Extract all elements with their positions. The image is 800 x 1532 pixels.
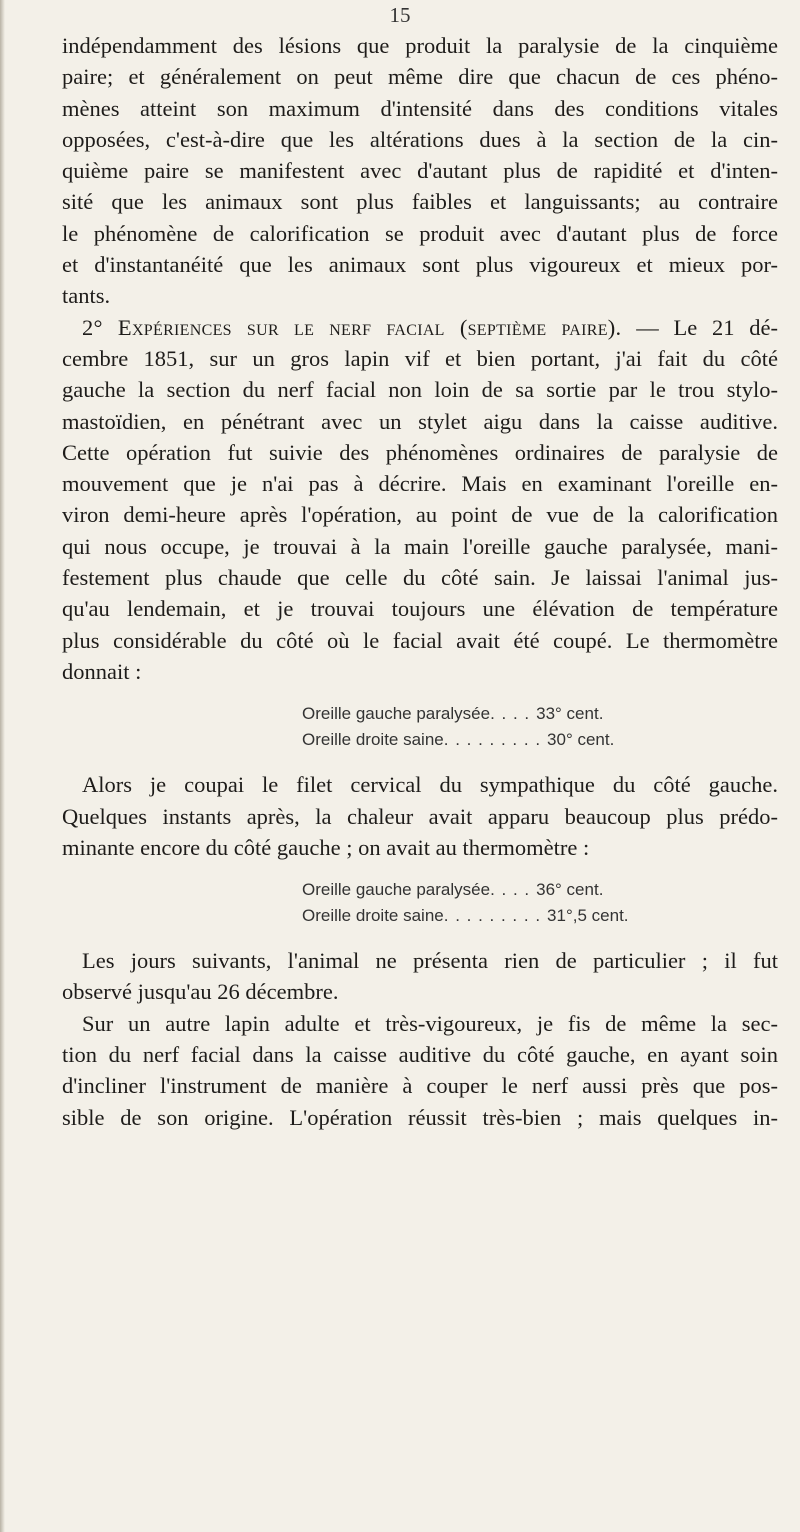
row-value: 30° cent.: [547, 730, 615, 750]
text-line: sité que les animaux sont plus faibles et languissants; au contraire: [62, 189, 778, 215]
text-line: mouvement que je n'ai pas à décrire. Mais en examinant l'oreille en-: [62, 471, 778, 497]
text-line: tion du nerf facial dans la caisse auditive du côté gauche, en ayant soin: [62, 1042, 778, 1068]
leader-dots: . . . . . . . . .: [443, 906, 542, 926]
section-heading: 2° Expériences sur le nerf facial (septième paire).: [82, 314, 622, 340]
leader-dots: . . . . . . . . .: [443, 730, 542, 750]
row-value: 33° cent.: [536, 704, 604, 724]
body-text: [62, 30, 778, 1133]
text-line: paire; et généralement on peut même dire que chacun de ces phéno-: [62, 64, 778, 90]
row-label: Oreille gauche paralysée: [302, 704, 491, 724]
text-line: Les jours suivants, l'animal ne présenta rien de particulier ; il fut: [82, 948, 778, 974]
text-line: Cette opération fut suivie des phénomènes ordinaires de paralysie de: [62, 439, 778, 465]
text-line: Sur un autre lapin adulte et très-vigoureux, je fis de même la sec-: [82, 1010, 778, 1036]
row-value: 31°,5 cent.: [547, 906, 629, 926]
text-line: quième paire se manifestent avec d'autant plus de rapidité et d'inten-: [62, 158, 778, 184]
row-label: Oreille droite saine: [302, 730, 444, 750]
page-binding-shadow: [0, 0, 5, 1532]
text-line: sible de son origine. L'opération réussit très-bien ; mais quelques in-: [62, 1104, 778, 1130]
text-line: plus considérable du côté où le facial avait été coupé. Le thermomètre: [62, 627, 778, 653]
text-line: minante encore du côté gauche ; on avait au thermomètre :: [62, 834, 590, 860]
text-line: et d'instantanéité que les animaux sont plus vigoureux et mieux por-: [62, 252, 778, 278]
text-line: viron demi-heure après l'opération, au point de vue de la calorification: [62, 502, 778, 528]
text-line: mastoïdien, en pénétrant avec un stylet aigu dans la caisse auditive.: [62, 408, 778, 434]
page-number: 15: [389, 3, 411, 27]
text-line: Alors je coupai le filet cervical du sympathique du côté gauche.: [82, 772, 778, 798]
text-line: le phénomène de calorification se produit avec d'autant plus de force: [62, 220, 778, 246]
text-line: Quelques instants après, la chaleur avait apparu beaucoup plus prédo-: [62, 803, 778, 829]
row-value: 36° cent.: [536, 880, 604, 900]
text-line: d'incliner l'instrument de manière à couper le nerf aussi près que pos-: [62, 1073, 778, 1099]
table-row: [302, 877, 742, 903]
text-line: opposées, c'est-à-dire que les altérations dues à la section de la cin-: [62, 126, 778, 152]
text-line: festement plus chaude que celle du côté sain. Je laissai l'animal jus-: [62, 565, 778, 591]
paragraph-4: [62, 945, 778, 1008]
paragraph-2: [62, 312, 778, 688]
text-line: indépendamment des lésions que produit la paralysie de la cinquième: [62, 33, 778, 58]
text-line: mènes atteint son maximum d'intensité dans des conditions vitales: [62, 95, 778, 121]
text-fragment: — Le 21 dé-: [621, 314, 778, 340]
table-row: [302, 727, 742, 753]
text-line: cembre 1851, sur un gros lapin vif et bien portant, j'ai fait du côté: [62, 345, 778, 371]
temperature-table-2: [302, 877, 742, 929]
text-line: qui nous occupe, je trouvai à la main l'oreille gauche paralysée, mani-: [62, 533, 778, 559]
row-label: Oreille gauche paralysée: [302, 880, 491, 900]
text-line: donnait :: [62, 658, 142, 684]
text-line: tants.: [62, 283, 111, 309]
table-row: [302, 701, 742, 727]
temperature-table-1: [302, 701, 742, 753]
paragraph-1: [62, 30, 778, 312]
leader-dots: . . . .: [490, 880, 531, 900]
leader-dots: . . . .: [490, 704, 531, 724]
paragraph-5: [62, 1008, 778, 1133]
table-row: [302, 903, 742, 929]
paragraph-3: [62, 769, 778, 863]
text-line: gauche la section du nerf facial non loin de sa sortie par le trou stylo-: [62, 377, 778, 403]
row-label: Oreille droite saine: [302, 906, 444, 926]
text-line: qu'au lendemain, et je trouvai toujours une élévation de température: [62, 596, 778, 622]
section-heading-line: [62, 312, 778, 343]
text-line: observé jusqu'au 26 décembre.: [62, 979, 339, 1005]
